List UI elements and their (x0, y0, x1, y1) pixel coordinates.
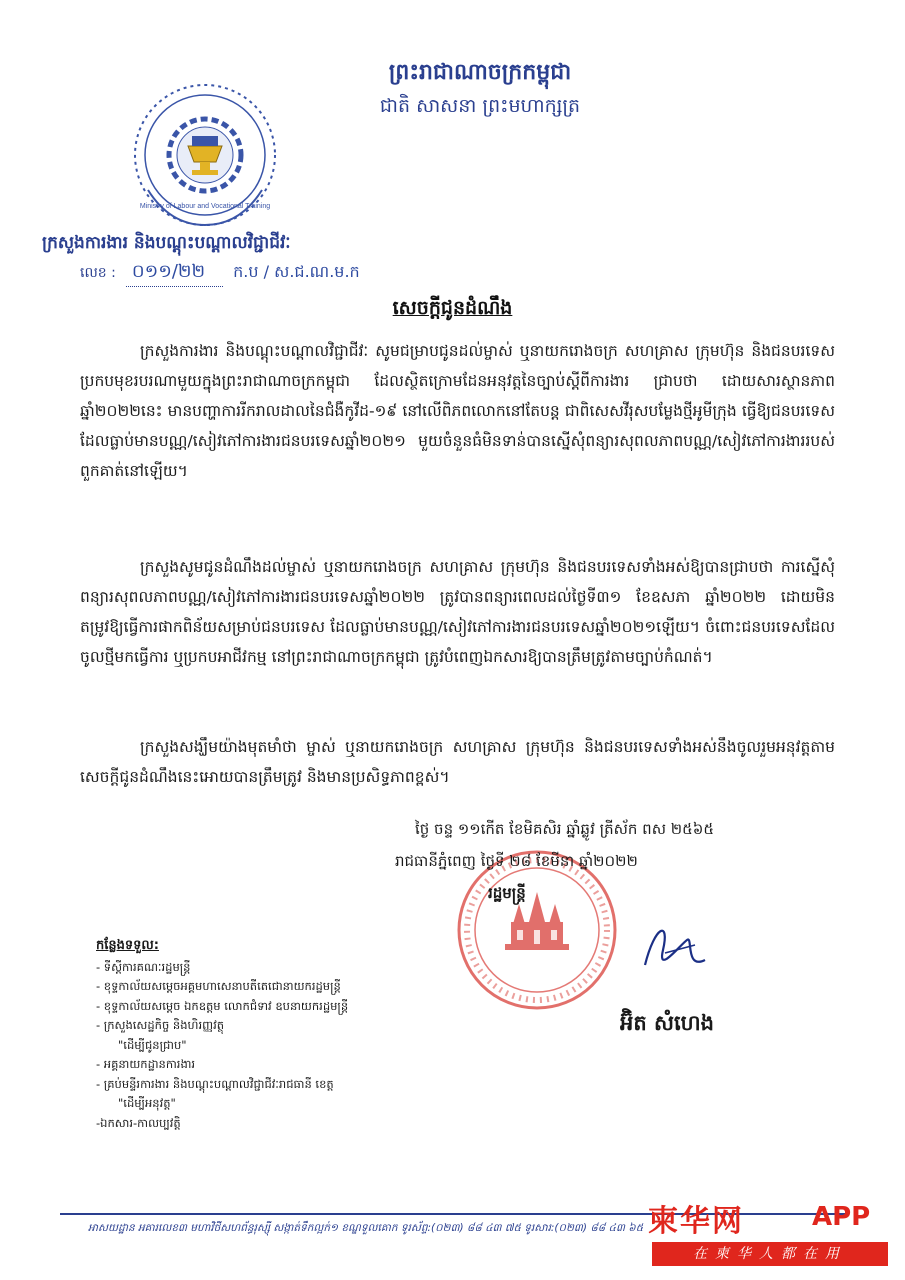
body-paragraph-2: ក្រសួងសូមជូនដំណឹងដល់ម្ចាស់ ឬនាយករោងចក្រ សហគ្រាស ក្រុមហ៊ុន និងជនបរទេសទាំងអស់ឱ្យបានជ្រាបថា ការស្នើសុំពន្យារសុពលភាពបណ្ណ/សៀវភៅការងារជនបរទេសឆ្នាំ២០២២ ត្រូវបានពន្យារពេលដល់ថ្ងៃទី៣១ ខែឧសភា ឆ្នាំ២០២២ ដោយមិនតម្រូវឱ្យធ្វើការផាកពិន័យសម្រាប់ជនបរទេស ដែលធ្លាប់មានបណ្ណ/សៀវភៅការងារជនបរទេសឆ្នាំ២០២១ឡើយ។ ចំពោះជនបរទេសដែលចូលថ្មីមកធ្វើការ ឬប្រកបអាជីវកម្ម នៅព្រះរាជាណាចក្រកម្ពុជា ត្រូវបំពេញឯកសារឱ្យបានត្រឹមត្រូវតាមច្បាប់កំណត់។ (80, 558, 835, 666)
list-item: - អគ្គនាយកដ្ឋានការងារ (96, 1057, 196, 1071)
reference-line (80, 259, 360, 287)
kingdom-heading: ព្រះរាជាណាចក្រកម្ពុជា (388, 60, 572, 85)
watermark-brand: 柬华网 (648, 1204, 744, 1239)
footer-address: អាសយដ្ឋាន អគារលេខ៣ មហាវិថីសហព័ន្ធរុស្ស៊ី សង្កាត់ទឹកល្អក់១ ខណ្ឌទួលគោក ទូរស័ព្ទ:(០២៣) ៨៨ ៤៣ ៧៥ ទូរសារ:(០២៣) ៨៨ ៤៣ ៦៥ (88, 1222, 644, 1234)
minister-signature (545, 905, 715, 995)
reference-label: លេខ : (80, 265, 116, 281)
body-paragraph-3: ក្រសួងសង្ឃឹមយ៉ាងមុតមាំថា ម្ចាស់ ឬនាយករោងចក្រ សហគ្រាស ក្រុមហ៊ុន និងជនបរទេសទាំងអស់នឹងចូលរួមអនុវត្តតាមសេចក្តីជូនដំណឹងនេះអោយបានត្រឹមត្រូវ និងមានប្រសិទ្ធភាពខ្ពស់។ (80, 738, 835, 786)
national-motto: ជាតិ សាសនា ព្រះមហាក្សត្រ (379, 95, 581, 117)
document-title: សេចក្តីជូនដំណឹង (392, 297, 513, 319)
list-item: - គ្រប់មន្ទីរការងារ និងបណ្តុះបណ្តាលវិជ្ជាជីវៈរាជធានី ខេត្ត (96, 1076, 334, 1091)
watermark (640, 1196, 890, 1276)
reference-number: ០១១/២២ (126, 259, 223, 287)
reference-code: ក.ប / ស.ជ.ណ.ម.ក (233, 262, 360, 281)
list-item: - ទីស្តីការគណៈរដ្ឋមន្ត្រី (96, 959, 191, 974)
list-item: - ខុទ្ទកាល័យសម្តេចអគ្គមហាសេនាបតីតេជោនាយករដ្ឋមន្ត្រី (96, 979, 341, 993)
minister-name: អ៊ិត សំហេង (620, 1011, 714, 1035)
body-paragraph-1: ក្រសួងការងារ និងបណ្តុះបណ្តាលវិជ្ជាជីវៈ សូមជម្រាបជូនដល់ម្ចាស់ ឬនាយករោងចក្រ សហគ្រាស ក្រុមហ៊ុន និងជនបរទេសប្រកបមុខរបរណាមួយក្នុងព្រះរាជាណាចក្រកម្ពុជា ដែលស្ថិតក្រោមដែនអនុវត្តនៃច្បាប់ស្តីពីការងារ ជ្រាបថា ដោយសារស្ថានភាពឆ្នាំ២០២២នេះ មានបញ្ហាការរីករាលដាលនៃជំងឺកូវីដ-១៩ នៅលើពិភពលោកនៅតែបន្ត ជាពិសេសវីរុសបម្លែងថ្មីអូមីក្រុង ធ្វើឱ្យជនបរទេសដែលធ្លាប់មានបណ្ណ/សៀវភៅការងារជនបរទេសឆ្នាំ២០២១ មួយចំនួនធំមិនទាន់បានស្នើសុំពន្យារសុពលភាពបណ្ណ/សៀវភៅការងាររបស់ពួកគាត់នៅឡើយ។ (80, 342, 835, 480)
recipients-title: កន្លែងទទួល: (96, 938, 159, 953)
watermark-app: APP (812, 1202, 871, 1232)
date-solar: រាជធានីភ្នំពេញ ថ្ងៃទី ២៨ ខែមីនា ឆ្នាំ២០២២ (395, 852, 638, 870)
list-item: - ក្រសួងសេដ្ឋកិច្ច និងហិរញ្ញវត្ថុ (96, 1018, 225, 1032)
ministry-logo (130, 80, 280, 230)
list-item: "ដើម្បីជូនជ្រាប" (118, 1037, 187, 1052)
minister-title: រដ្ឋមន្ត្រី (488, 884, 526, 902)
logo-caption: Ministry of Labour and Vocational Training (139, 203, 271, 210)
ministry-name: ក្រសួងការងារ និងបណ្តុះបណ្តាលវិជ្ជាជីវៈ (42, 233, 291, 253)
list-item: "ដើម្បីអនុវត្ត" (118, 1096, 176, 1110)
date-lunar: ថ្ងៃ ចន្ទ ១១កើត ខែមិគសិរ ឆ្នាំឆ្លូវ ត្រីស័ក ពស ២៥៦៥ (415, 820, 714, 838)
recipients-list (96, 936, 348, 1133)
list-item: - ខុទ្ទកាល័យសម្តេច ឯកឧត្តម លោកជំទាវ ឧបនាយករដ្ឋមន្ត្រី (96, 998, 349, 1013)
watermark-slogan: 在柬华人都在用 (652, 1242, 888, 1266)
list-item: -ឯកសារ-កាលប្បវត្តិ (96, 1115, 181, 1130)
